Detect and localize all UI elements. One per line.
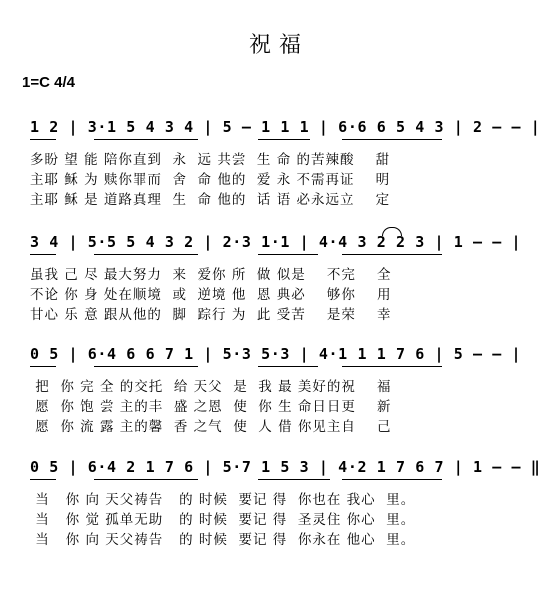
key-signature: 1=C 4/4	[22, 74, 75, 91]
lyric-line: 多盼 望 能 陪你直到 永 远 共尝 生 命 的苦辣酸 甜	[30, 152, 391, 168]
underline-beam	[30, 139, 56, 140]
lyric-line: 愿 你 饱 尝 主的丰 盛 之恩 使 你 生 命日日更 新	[30, 399, 392, 415]
lyric-line: 当 你 向 天父祷告 的 时候 要记 得 你也在 我心 里。	[30, 492, 416, 508]
underline-beam	[94, 139, 198, 140]
underline-beam	[342, 479, 442, 480]
lyric-line: 愿 你 流 露 主的馨 香 之气 使 人 借 你见主自 己	[30, 419, 392, 435]
lyric-line: 主耶 稣 为 赎你罪而 舍 命 他的 爱 永 不需再证 明	[30, 172, 391, 188]
song-title: 祝福	[248, 33, 309, 58]
underline-beam	[94, 479, 198, 480]
notation-line: 3 4 | 5·5 5 4 3 2 | 2·3 1·1 | 4·4 3 2 2 3 | 1 – – |	[30, 233, 522, 251]
underline-beam	[30, 254, 56, 255]
underline-beam	[94, 254, 198, 255]
lyric-line: 把 你 完 全 的交托 给 天父 是 我 最 美好的祝 福	[30, 379, 392, 395]
underline-beam	[94, 366, 198, 367]
lyric-line: 不论 你 身 处在顺境 或 逆境 他 恩 典必 够你 用	[30, 287, 392, 303]
lyric-line: 甘心 乐 意 跟从他的 脚 踪行 为 此 受苦 是荣 幸	[30, 307, 392, 323]
underline-beam	[258, 139, 310, 140]
lyric-line: 主耶 稣 是 道路真理 生 命 他的 话 语 必永远立 定	[30, 192, 391, 208]
underline-beam	[258, 254, 318, 255]
lyric-line: 当 你 觉 孤单无助 的 时候 要记 得 圣灵住 你心 里。	[30, 512, 416, 528]
notation-line: 1 2 | 3·1 5 4 3 4 | 5 – 1 1 1 | 6·6 6 5 4 3 | 2 – – |	[30, 118, 541, 136]
underline-beam	[30, 479, 56, 480]
underline-beam	[342, 366, 442, 367]
underline-beam	[258, 366, 318, 367]
notation-line: 0 5 | 6·4 2 1 7 6 | 5·7 1 5 3 | 4·2 1 7 6 7 | 1 – – ‖	[30, 458, 541, 476]
underline-beam	[342, 139, 442, 140]
underline-beam	[342, 254, 442, 255]
lyric-line: 虽我 己 尽 最大努力 来 爱你 所 做 似是 不完 全	[30, 267, 392, 283]
notation-line: 0 5 | 6·4 6 6 7 1 | 5·3 5·3 | 4·1 1 1 7 6 | 5 – – |	[30, 345, 522, 363]
underline-beam	[258, 479, 330, 480]
underline-beam	[30, 366, 56, 367]
lyric-line: 当 你 向 天父祷告 的 时候 要记 得 你永在 他心 里。	[30, 532, 416, 548]
